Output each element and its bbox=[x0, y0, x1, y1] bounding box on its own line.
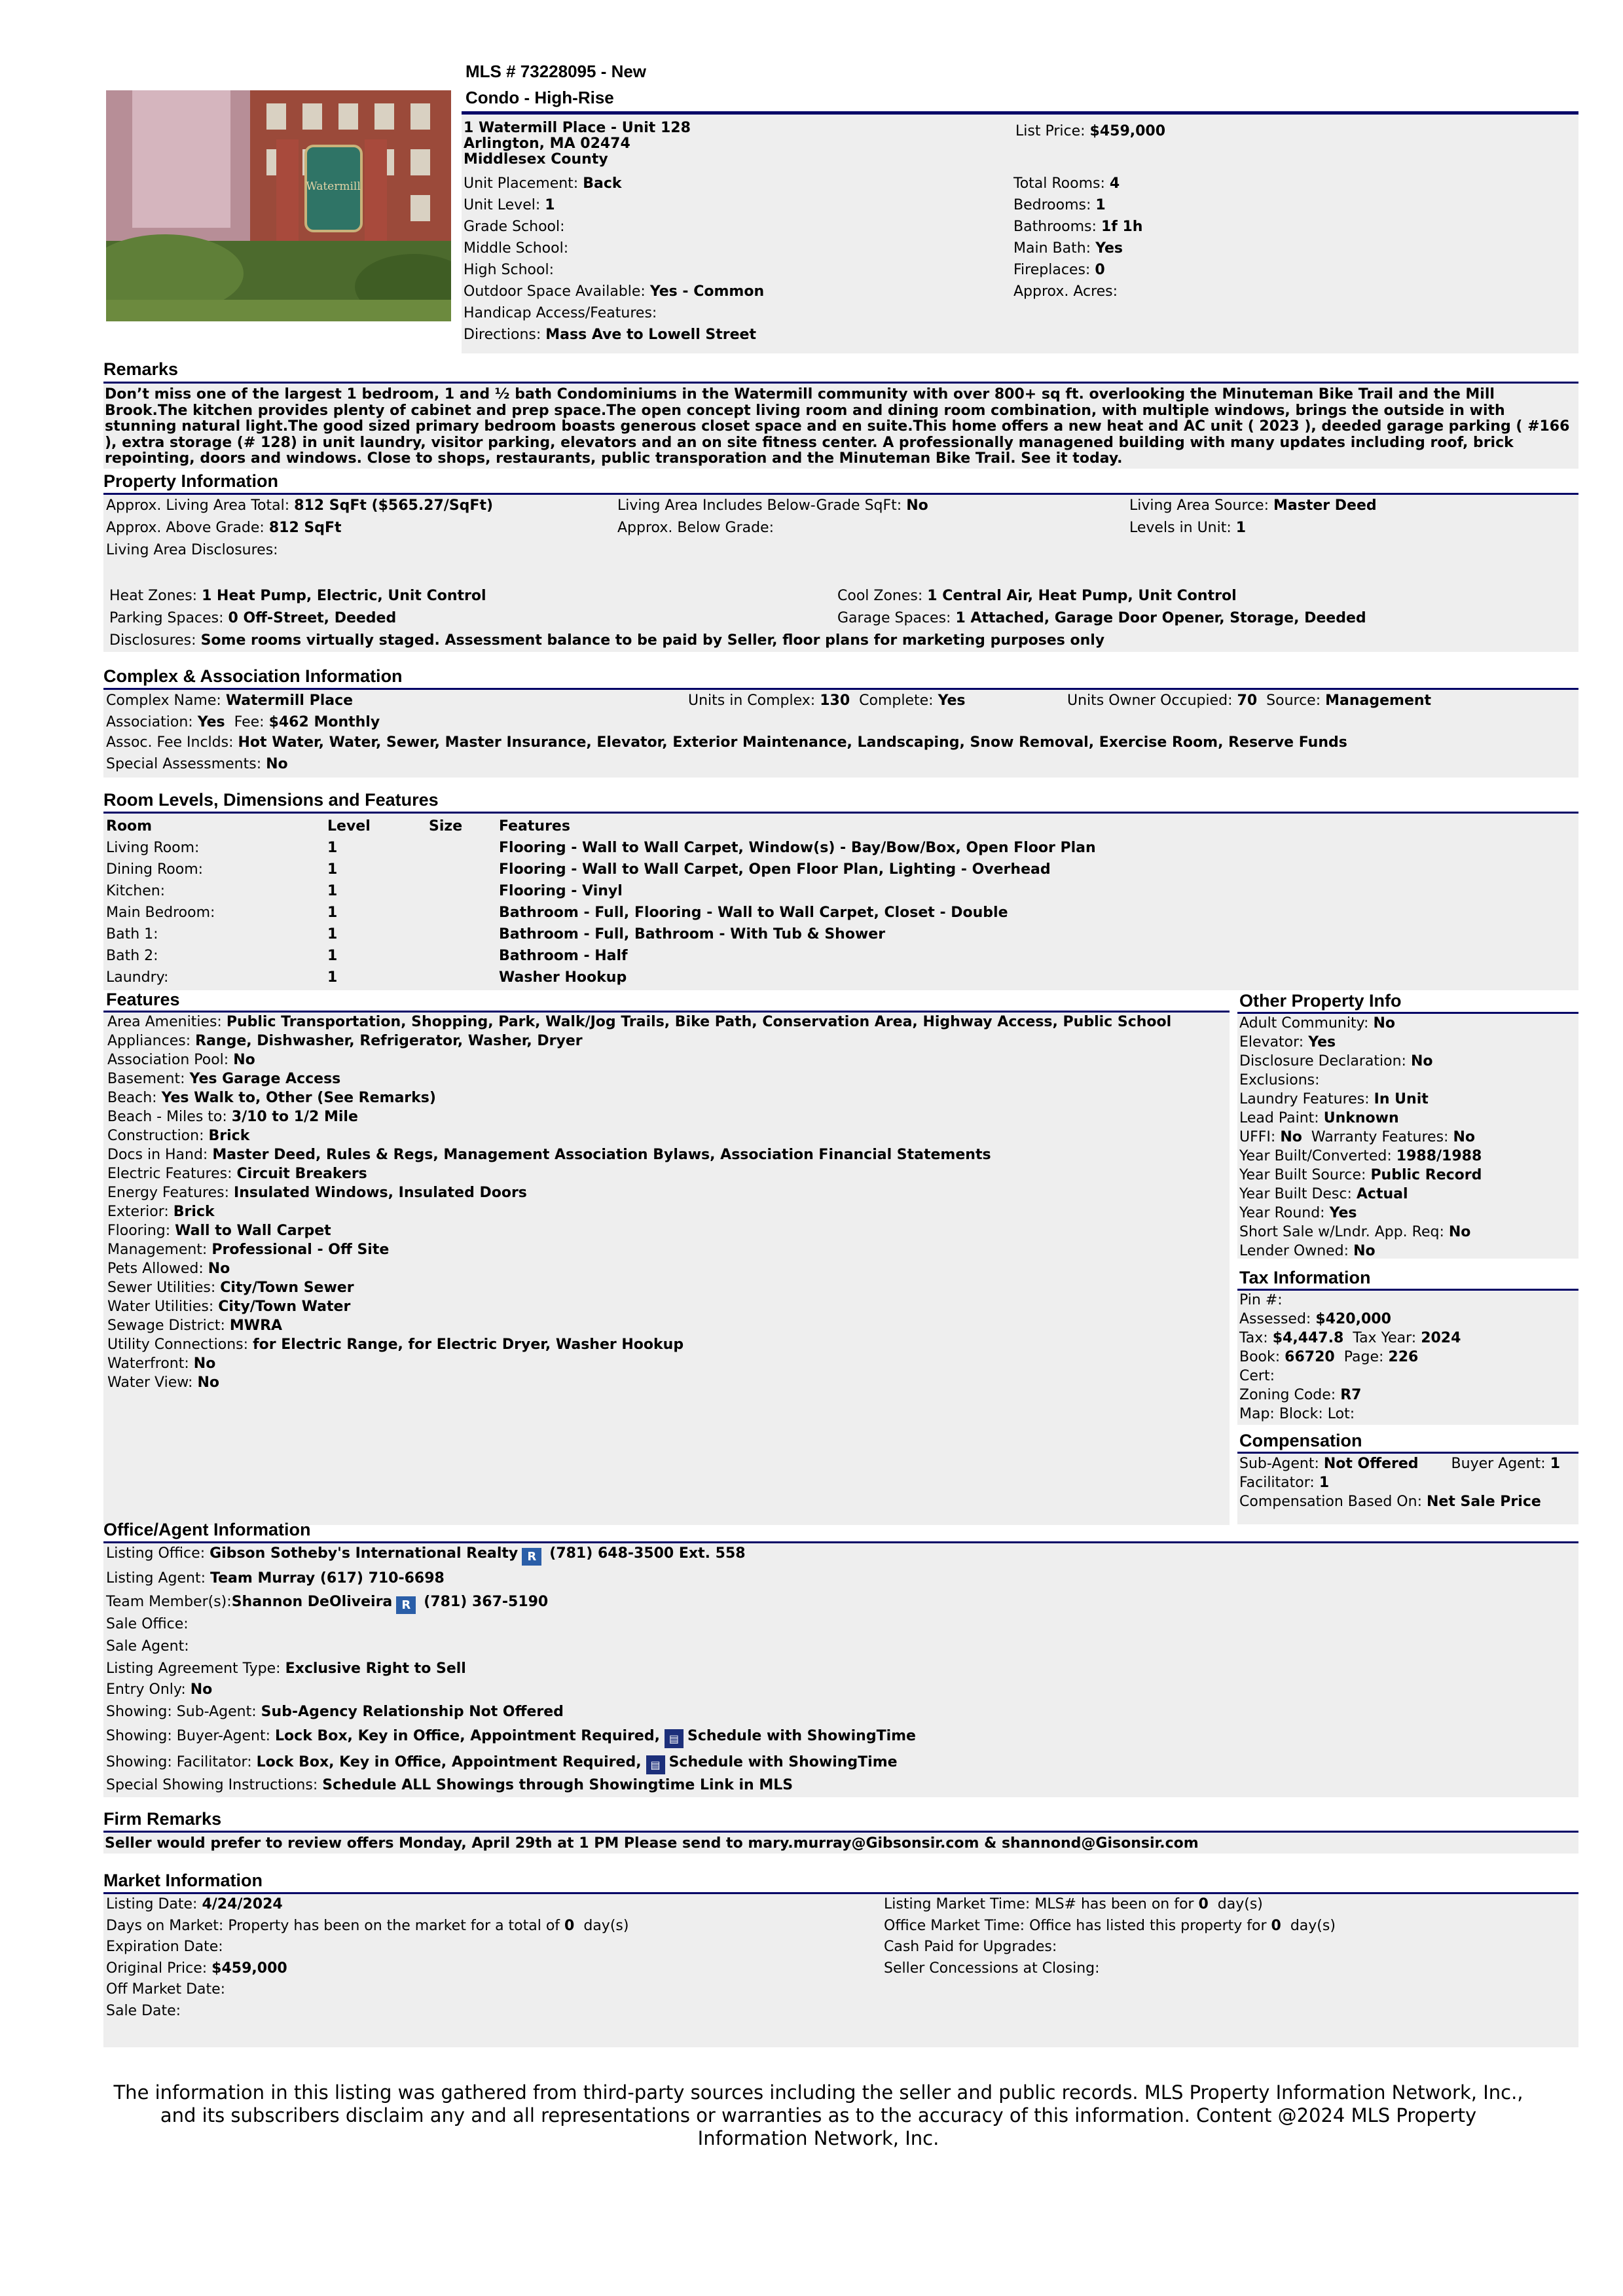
field-row bbox=[1239, 1014, 1482, 1033]
table-cell: Flooring - Vinyl bbox=[499, 883, 623, 899]
sub-agent-comp: Sub-Agent: Not Offered Buyer Agent: 1 bbox=[1239, 1456, 1561, 1472]
property-title: Property Information bbox=[103, 471, 279, 491]
showing-buyer-agent: Showing: Buyer-Agent: Lock Box, Key in Office, Appointment Required, ▤ Schedule with ShowingTime bbox=[106, 1727, 916, 1748]
field-value: Yes Garage Access bbox=[189, 1071, 341, 1087]
field-row bbox=[107, 1050, 1171, 1069]
table-cell: 1 bbox=[327, 883, 338, 899]
field-label: Year Round: bbox=[1239, 1205, 1325, 1221]
field-label: Middle School: bbox=[464, 240, 569, 257]
sale-agent: Sale Agent: bbox=[106, 1638, 189, 1655]
field-value: Master Deed, Rules & Regs, Management Association Bylaws, Association Financial Statements bbox=[212, 1147, 991, 1163]
comp-title: Compensation bbox=[1239, 1431, 1362, 1450]
field-label: High School: bbox=[464, 262, 555, 278]
field-row bbox=[107, 1013, 1171, 1031]
table-cell: 1 bbox=[327, 861, 338, 878]
list-price: List Price: $459,000 bbox=[1015, 123, 1166, 139]
field-label: Construction: bbox=[107, 1128, 204, 1144]
table-row bbox=[106, 880, 1573, 902]
field-value: Public Transportation, Shopping, Park, Walk/Jog Trails, Bike Path, Conservation Area, Highway Access, Public School bbox=[226, 1014, 1172, 1030]
field-value: In Unit bbox=[1374, 1091, 1429, 1107]
expiration-date: Expiration Date: bbox=[106, 1939, 223, 1955]
association: Association: Yes Fee: $462 Monthly bbox=[106, 714, 380, 730]
remarks-title: Remarks bbox=[103, 359, 179, 379]
field-row bbox=[107, 1373, 1171, 1392]
units-in-complex: Units in Complex: 130 Complete: Yes bbox=[688, 692, 966, 709]
field-label: Year Built Source: bbox=[1239, 1167, 1366, 1183]
field-row bbox=[107, 1221, 1171, 1240]
field-label: Water View: bbox=[107, 1374, 193, 1391]
field-label: Directions: bbox=[464, 327, 541, 343]
field-row bbox=[107, 1240, 1171, 1259]
facilitator-comp: Facilitator: 1 bbox=[1239, 1475, 1330, 1491]
field-label: Beach: bbox=[107, 1090, 157, 1106]
table-cell: Living Room: bbox=[106, 840, 200, 856]
field-value: Yes bbox=[1095, 240, 1123, 257]
field-row bbox=[464, 259, 764, 281]
field-row bbox=[1239, 1204, 1482, 1223]
market-left bbox=[106, 1894, 629, 2022]
disclosures: Disclosures: Some rooms virtually staged. Assessment balance to be paid by Seller, floor plans for marketing purposes only bbox=[109, 632, 1105, 649]
field-label: Disclosure Declaration: bbox=[1239, 1053, 1406, 1069]
field-label: Unit Level: bbox=[464, 197, 541, 213]
showing-sub-agent: Showing: Sub-Agent: Sub-Agency Relationship Not Offered bbox=[106, 1704, 564, 1720]
field-value: Wall to Wall Carpet bbox=[175, 1223, 331, 1239]
sale-office: Sale Office: bbox=[106, 1616, 189, 1632]
field-row bbox=[1239, 1147, 1482, 1166]
table-cell: Main Bedroom: bbox=[106, 905, 215, 921]
field-value: Professional - Off Site bbox=[211, 1242, 390, 1258]
field-row bbox=[1239, 1109, 1482, 1128]
field-value: No bbox=[197, 1374, 219, 1391]
field-row bbox=[107, 1145, 1171, 1164]
comp-based-on: Compensation Based On: Net Sale Price bbox=[1239, 1494, 1541, 1510]
field-row bbox=[1013, 173, 1142, 194]
schedule-link[interactable]: Schedule with ShowingTime bbox=[668, 1754, 898, 1770]
listing-agent: Listing Agent: Team Murray (617) 710-6698 bbox=[106, 1570, 445, 1587]
rooms-table bbox=[106, 816, 1573, 988]
field-row bbox=[1239, 1090, 1482, 1109]
field-row bbox=[107, 1031, 1171, 1050]
map-block-lot: Map: Block: Lot: bbox=[1239, 1406, 1355, 1422]
field-value: Yes bbox=[1308, 1034, 1336, 1050]
parking-spaces: Parking Spaces: 0 Off-Street, Deeded bbox=[109, 610, 397, 626]
field-value: Actual bbox=[1356, 1186, 1408, 1202]
table-row bbox=[106, 924, 1573, 945]
field-label: Beach - Miles to: bbox=[107, 1109, 227, 1125]
field-label: Water Utilities: bbox=[107, 1299, 214, 1315]
field-row bbox=[464, 238, 764, 259]
market-right bbox=[884, 1894, 1336, 1979]
field-value: Yes - Common bbox=[649, 283, 765, 300]
field-row bbox=[107, 1069, 1171, 1088]
table-cell: Bath 1: bbox=[106, 926, 158, 942]
field-label: Bedrooms: bbox=[1013, 197, 1091, 213]
field-label: Total Rooms: bbox=[1013, 175, 1105, 192]
cash-paid-upgrades: Cash Paid for Upgrades: bbox=[884, 1939, 1057, 1955]
table-cell: Flooring - Wall to Wall Carpet, Open Floor Plan, Lighting - Overhead bbox=[499, 861, 1051, 878]
table-cell: 1 bbox=[327, 905, 338, 921]
field-label: Exclusions: bbox=[1239, 1072, 1320, 1088]
field-row bbox=[464, 281, 764, 302]
book-page: Book: 66720 Page: 226 bbox=[1239, 1349, 1419, 1365]
below-grade: Approx. Below Grade: bbox=[617, 520, 775, 536]
field-label: Outdoor Space Available: bbox=[464, 283, 646, 300]
field-value: Public Record bbox=[1370, 1167, 1482, 1183]
field-label: Electric Features: bbox=[107, 1166, 232, 1182]
table-cell: 1 bbox=[327, 840, 338, 856]
cool-zones: Cool Zones: 1 Central Air, Heat Pump, Unit Control bbox=[837, 588, 1237, 604]
living-area-source: Living Area Source: Master Deed bbox=[1129, 497, 1377, 514]
field-row bbox=[107, 1316, 1171, 1335]
field-label: Docs in Hand: bbox=[107, 1147, 208, 1163]
table-cell: 1 bbox=[327, 948, 338, 964]
levels-in-unit: Levels in Unit: 1 bbox=[1129, 520, 1247, 536]
above-grade: Approx. Above Grade: 812 SqFt bbox=[106, 520, 342, 536]
other-list bbox=[1239, 1014, 1482, 1261]
below-grade-included: Living Area Includes Below-Grade SqFt: No bbox=[617, 497, 928, 514]
off-market-date: Off Market Date: bbox=[106, 1981, 226, 1998]
realtor-icon[interactable]: R bbox=[522, 1548, 541, 1566]
field-value: No bbox=[1453, 1129, 1475, 1145]
field-label: Year Built Desc: bbox=[1239, 1186, 1352, 1202]
field-value: Yes bbox=[1329, 1205, 1357, 1221]
table-row bbox=[106, 902, 1573, 924]
seller-concessions: Seller Concessions at Closing: bbox=[884, 1960, 1100, 1977]
property-photo bbox=[106, 90, 451, 321]
table-cell: 1 bbox=[327, 926, 338, 942]
field-value: 1 bbox=[545, 197, 555, 213]
field-row bbox=[1239, 1071, 1482, 1090]
field-row bbox=[464, 216, 764, 238]
field-label: Area Amenities: bbox=[107, 1014, 222, 1030]
tax-amount: Tax: $4,447.8 Tax Year: 2024 bbox=[1239, 1330, 1461, 1346]
field-value: Circuit Breakers bbox=[236, 1166, 367, 1182]
field-row bbox=[464, 324, 764, 346]
field-value: No bbox=[1448, 1224, 1471, 1240]
field-value: No bbox=[1353, 1243, 1376, 1259]
showingtime-icon[interactable]: ▤ bbox=[665, 1729, 684, 1748]
special-showing-instructions: Special Showing Instructions: Schedule ALL Showings through Showingtime Link in MLS bbox=[106, 1777, 793, 1793]
field-value: 4 bbox=[1109, 175, 1120, 192]
table-row bbox=[106, 967, 1573, 988]
field-row bbox=[107, 1259, 1171, 1278]
listing-office: Listing Office: Gibson Sotheby's International Realty R (781) 648-3500 Ext. 558 bbox=[106, 1544, 746, 1566]
living-area-total: Approx. Living Area Total: 812 SqFt ($565.27/SqFt) bbox=[106, 497, 494, 514]
table-header bbox=[106, 816, 1573, 837]
field-value: 0 bbox=[1095, 262, 1105, 278]
field-label: Appliances: bbox=[107, 1033, 191, 1049]
field-row bbox=[1013, 281, 1142, 302]
firm-remarks-text: Seller would prefer to review offers Monday, April 29th at 1 PM Please send to mary.murray@Gibsonsir.com & shannond@Gisonsir.com bbox=[105, 1835, 1199, 1852]
field-row bbox=[1013, 259, 1142, 281]
field-label: Elevator: bbox=[1239, 1034, 1304, 1050]
assoc-fee-includes: Assoc. Fee Inclds: Hot Water, Water, Sewer, Master Insurance, Elevator, Exterior Maintenance, Landscaping, Snow Removal, Exercise Room, Reserve Funds bbox=[106, 734, 1347, 751]
field-row bbox=[107, 1278, 1171, 1297]
field-value: No bbox=[1280, 1129, 1302, 1145]
field-label: Warranty Features: bbox=[1311, 1129, 1449, 1145]
table-cell: 1 bbox=[327, 969, 338, 986]
field-row bbox=[1239, 1128, 1482, 1147]
field-label: Basement: bbox=[107, 1071, 185, 1087]
complex-title: Complex & Association Information bbox=[103, 666, 403, 686]
days-on-market: Days on Market: Property has been on the market for a total of 0 day(s) bbox=[106, 1917, 629, 1934]
table-cell: Laundry: bbox=[106, 969, 169, 986]
field-row bbox=[107, 1297, 1171, 1316]
table-row bbox=[106, 945, 1573, 967]
field-value: Brick bbox=[173, 1204, 215, 1220]
heat-zones: Heat Zones: 1 Heat Pump, Electric, Unit Control bbox=[109, 588, 486, 604]
field-row bbox=[107, 1126, 1171, 1145]
field-label: Sewage District: bbox=[107, 1318, 225, 1334]
remarks-text: Don’t miss one of the largest 1 bedroom, 1 and ½ bath Condominiums in the Watermill community with over 800+ sq ft. overlooking the Minuteman Bike Trail and the Mill Brook.The kitchen provides plenty of cabinet and prep space.The open concept living room and dining room combination, with multiple windows, brings the outside in with stunning natural light.The good sized primary bedroom boasts generous closet space and en suite.This home offers a new heat and AC unit ( 2023 ), deeded garage parking ( #166 ), extra storage (# 128) in unit laundry, visitor parking, elevators and an on site fitness center. A professionally managened building with many updates including roof, brick repointing, doors and windows. Close to shops, restaurants, public transporation and the Minuteman Bike Trail. See it today. bbox=[105, 386, 1570, 467]
field-row bbox=[107, 1354, 1171, 1373]
field-row bbox=[107, 1107, 1171, 1126]
field-label: Lead Paint: bbox=[1239, 1110, 1319, 1126]
field-row bbox=[107, 1164, 1171, 1183]
table-header-cell: Level bbox=[327, 818, 371, 834]
field-row bbox=[107, 1335, 1171, 1354]
field-row bbox=[464, 194, 764, 216]
features-title: Features bbox=[106, 990, 180, 1009]
field-value: Unknown bbox=[1323, 1110, 1399, 1126]
listing-date: Listing Date: 4/24/2024 bbox=[106, 1896, 283, 1912]
listing-agreement: Listing Agreement Type: Exclusive Right to Sell bbox=[106, 1660, 466, 1677]
field-label: Sewer Utilities: bbox=[107, 1280, 216, 1296]
field-label: Year Built/Converted: bbox=[1239, 1148, 1392, 1164]
office-market-time: Office Market Time: Office has listed this property for 0 day(s) bbox=[884, 1917, 1336, 1934]
table-cell: Washer Hookup bbox=[499, 969, 627, 986]
field-value: Insulated Windows, Insulated Doors bbox=[234, 1185, 527, 1201]
table-cell: Dining Room: bbox=[106, 861, 204, 878]
zoning-code: Zoning Code: R7 bbox=[1239, 1387, 1362, 1403]
field-value: No bbox=[1373, 1015, 1395, 1031]
field-value: 1988/1988 bbox=[1396, 1148, 1482, 1164]
disclaimer: The information in this listing was gathered from third-party sources including the seller and public records. MLS Property Information Network, Inc., and its subscribers disclaim any and all representations or warranties as to the accuracy of this information. Content @2024 MLS Property Information Network, Inc. bbox=[113, 2081, 1523, 2149]
tax-list bbox=[1239, 1291, 1461, 1424]
pin: Pin #: bbox=[1239, 1292, 1283, 1308]
field-value: City/Town Sewer bbox=[220, 1280, 354, 1296]
showingtime-icon[interactable]: ▤ bbox=[646, 1755, 665, 1774]
address-county: Middlesex County bbox=[464, 151, 608, 168]
field-row bbox=[1013, 238, 1142, 259]
table-cell: Bathroom - Half bbox=[499, 948, 628, 964]
other-title: Other Property Info bbox=[1239, 991, 1402, 1011]
team-members: Team Member(s):Shannon DeOliveira R (781) 367-5190 bbox=[106, 1592, 548, 1614]
field-row bbox=[464, 173, 764, 194]
field-row bbox=[1013, 194, 1142, 216]
field-label: Lender Owned: bbox=[1239, 1243, 1349, 1259]
rooms-title: Room Levels, Dimensions and Features bbox=[103, 790, 439, 810]
garage-spaces: Garage Spaces: 1 Attached, Garage Door Opener, Storage, Deeded bbox=[837, 610, 1366, 626]
schedule-link[interactable]: Schedule with ShowingTime bbox=[687, 1728, 916, 1744]
field-value: Brick bbox=[208, 1128, 250, 1144]
field-value: 1f 1h bbox=[1101, 219, 1143, 235]
table-cell: Flooring - Wall to Wall Carpet, Window(s) - Bay/Bow/Box, Open Floor Plan bbox=[499, 840, 1096, 856]
table-header-cell: Size bbox=[429, 818, 463, 834]
field-label: Handicap Access/Features: bbox=[464, 305, 657, 321]
office-title: Office/Agent Information bbox=[103, 1520, 311, 1539]
field-row bbox=[107, 1183, 1171, 1202]
field-row bbox=[107, 1202, 1171, 1221]
sign-text: Watermill bbox=[306, 180, 361, 193]
field-value: No bbox=[1410, 1053, 1433, 1069]
field-value: City/Town Water bbox=[218, 1299, 351, 1315]
market-title: Market Information bbox=[103, 1871, 263, 1890]
field-value: Mass Ave to Lowell Street bbox=[545, 327, 756, 343]
field-value: No bbox=[193, 1355, 216, 1372]
field-label: UFFI: bbox=[1239, 1129, 1276, 1145]
field-value: No bbox=[233, 1052, 255, 1068]
features-list bbox=[107, 1013, 1171, 1392]
cert: Cert: bbox=[1239, 1368, 1275, 1384]
comp-list bbox=[1239, 1454, 1560, 1511]
field-value: MWRA bbox=[229, 1318, 283, 1334]
listing-market-time: Listing Market Time: MLS# has been on for 0 day(s) bbox=[884, 1896, 1263, 1912]
summary-right-fields bbox=[1013, 173, 1142, 302]
address-line1: 1 Watermill Place - Unit 128 bbox=[464, 120, 691, 136]
field-label: Grade School: bbox=[464, 219, 565, 235]
field-row bbox=[1239, 1223, 1482, 1242]
table-cell: Bathroom - Full, Bathroom - With Tub & Shower bbox=[499, 926, 886, 942]
field-label: Association Pool: bbox=[107, 1052, 229, 1068]
field-value: 3/10 to 1/2 Mile bbox=[231, 1109, 358, 1125]
mls-number: MLS # 73228095 - New bbox=[465, 62, 647, 81]
field-label: Bathrooms: bbox=[1013, 219, 1097, 235]
table-cell: Bathroom - Full, Flooring - Wall to Wall Carpet, Closet - Double bbox=[499, 905, 1008, 921]
table-cell: Kitchen: bbox=[106, 883, 166, 899]
field-row bbox=[107, 1088, 1171, 1107]
living-area-disclosures: Living Area Disclosures: bbox=[106, 542, 278, 558]
table-header-cell: Features bbox=[499, 818, 570, 834]
field-label: Approx. Acres: bbox=[1013, 283, 1118, 300]
field-value: Back bbox=[583, 175, 622, 192]
assessed: Assessed: $420,000 bbox=[1239, 1311, 1391, 1327]
complex-name: Complex Name: Watermill Place bbox=[106, 692, 354, 709]
field-label: Adult Community: bbox=[1239, 1015, 1369, 1031]
original-price: Original Price: $459,000 bbox=[106, 1960, 287, 1977]
field-value: No bbox=[208, 1261, 230, 1277]
field-label: Laundry Features: bbox=[1239, 1091, 1370, 1107]
field-row bbox=[1239, 1033, 1482, 1052]
table-cell: Bath 2: bbox=[106, 948, 158, 964]
field-row bbox=[464, 302, 764, 324]
firm-title: Firm Remarks bbox=[103, 1809, 222, 1829]
property-type: Condo - High-Rise bbox=[465, 88, 614, 107]
field-value: Range, Dishwasher, Refrigerator, Washer, Dryer bbox=[195, 1033, 583, 1049]
field-label: Fireplaces: bbox=[1013, 262, 1091, 278]
showing-facilitator: Showing: Facilitator: Lock Box, Key in Office, Appointment Required, ▤ Schedule with ShowingTime bbox=[106, 1753, 898, 1774]
field-label: Utility Connections: bbox=[107, 1336, 249, 1353]
entry-only: Entry Only: No bbox=[106, 1681, 213, 1698]
field-label: Waterfront: bbox=[107, 1355, 189, 1372]
realtor-icon[interactable]: R bbox=[396, 1596, 416, 1614]
address bbox=[464, 120, 691, 168]
field-row bbox=[1239, 1242, 1482, 1261]
field-label: Unit Placement: bbox=[464, 175, 579, 192]
field-row bbox=[1239, 1185, 1482, 1204]
field-label: Energy Features: bbox=[107, 1185, 230, 1201]
field-value: 1 bbox=[1095, 197, 1106, 213]
units-owner-occupied: Units Owner Occupied: 70 Source: Management bbox=[1067, 692, 1432, 709]
field-label: Flooring: bbox=[107, 1223, 171, 1239]
field-label: Short Sale w/Lndr. App. Req: bbox=[1239, 1224, 1444, 1240]
field-label: Pets Allowed: bbox=[107, 1261, 204, 1277]
table-header-cell: Room bbox=[106, 818, 153, 834]
field-label: Exterior: bbox=[107, 1204, 169, 1220]
sale-date: Sale Date: bbox=[106, 2002, 181, 2019]
table-row bbox=[106, 837, 1573, 859]
field-row bbox=[1013, 216, 1142, 238]
tax-title: Tax Information bbox=[1239, 1268, 1371, 1287]
address-line2: Arlington, MA 02474 bbox=[464, 135, 630, 152]
summary-left-fields bbox=[464, 173, 764, 346]
field-row bbox=[1239, 1166, 1482, 1185]
table-row bbox=[106, 859, 1573, 880]
field-label: Management: bbox=[107, 1242, 208, 1258]
field-label: Main Bath: bbox=[1013, 240, 1091, 257]
field-row bbox=[1239, 1052, 1482, 1071]
field-value: Yes Walk to, Other (See Remarks) bbox=[161, 1090, 436, 1106]
field-value: for Electric Range, for Electric Dryer, Washer Hookup bbox=[253, 1336, 684, 1353]
special-assessments: Special Assessments: No bbox=[106, 756, 288, 772]
